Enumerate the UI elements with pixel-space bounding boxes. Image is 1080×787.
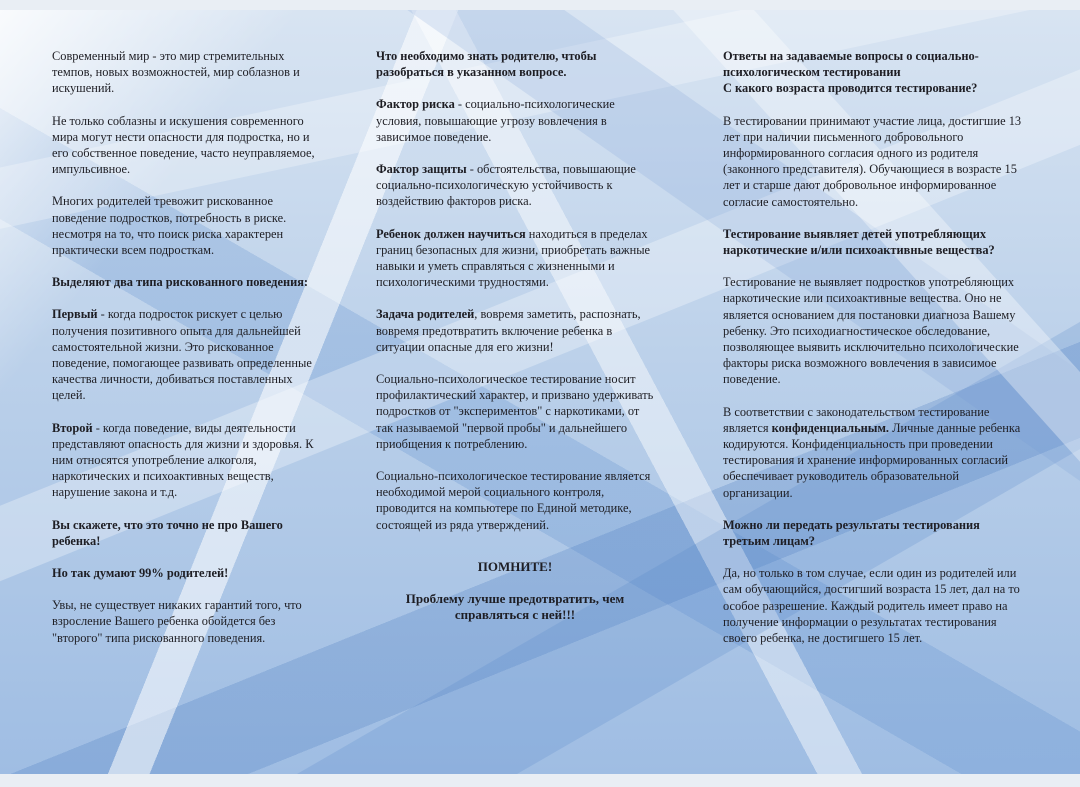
detect-answer: Тестирование не выявляет подростков употребляющих наркотические или психоактивные вещества. Оно не является основанием для постановки диагноза Вашему ребенку. Это психодиагностическое обследование, позволяющее выявить исключительно психологические факторы риска возможного вовлечения в зависимое поведение. (723, 275, 1019, 387)
risk-factor-text: - социально-психологические условия, повышающие угрозу вовлечения в зависимое поведение. (376, 97, 615, 144)
child-learn-paragraph (376, 226, 654, 291)
risk-factor-term: Фактор риска (376, 97, 455, 112)
no-guarantee-paragraph: Увы, не существует никаких гарантий того, что взросление Вашего ребенка обойдется без "второго" типа рискованного поведения. (52, 598, 302, 645)
testing-method-paragraph: Социально-психологическое тестирование является необходимой мерой социального контроля, проводится на компьютере по Единой методике, состоящей из ряда утверждений. (376, 469, 651, 532)
say-heading-text: Вы скажете, что это точно не про Вашего ребенка! (52, 517, 283, 548)
risk-paragraph: Многих родителей тревожит рискованное поведение подростков, потребность в риске. несмотря на то, что поиск риска характерен практически всем подросткам. (52, 194, 287, 258)
confidential-post: Личные данные ребенка кодируются. Конфиденциальность при проведении тестирования и хранение информированных согласий обеспечивает руководитель образовательной организации. (723, 420, 1021, 500)
parent-task-text: , вовремя заметить, распознать, вовремя предотвратить включение ребенка в ситуации опасные для его жизни! (376, 307, 641, 354)
age-answer: В тестировании принимают участие лица, достигшие 13 лет при наличии письменного добровольного информированного согласия одного из родителя (законного представителя). Обучающиеся в возрасте 15 лет и старше дают добровольное информированное согласие самостоятельно. (723, 113, 1022, 209)
first-type-paragraph (52, 306, 324, 403)
first-type-text: - когда подросток рискует с целью получения позитивного опыта для дальнейшей самостоятельной жизни. Это рискованное поведение, помогающее развивать определенные качества личности, добиваться поставленных целей. (52, 307, 312, 403)
remember-heading: ПОМНИТЕ! (477, 558, 553, 574)
child-learn-text: находиться в пределах границ безопасных для жизни, приобретать важные навыки и уметь справляться с жизненными и психологическими трудностями. (376, 226, 651, 290)
answers-heading (723, 48, 1023, 97)
types-heading (52, 274, 324, 290)
confidential-term: конфиденциальным. (771, 420, 890, 435)
column-middle (376, 48, 654, 639)
column-left (52, 48, 324, 662)
know-heading (376, 48, 654, 80)
protect-factor-paragraph (376, 161, 654, 210)
age-question: С какого возраста проводится тестирование? (723, 81, 978, 96)
ninety-nine-heading-text: Но так думают 99% родителей! (52, 566, 229, 581)
risk-factor-paragraph (376, 96, 654, 145)
ninety-nine-heading (52, 565, 324, 581)
second-type-paragraph (52, 420, 324, 501)
confidential-pre: В соответствии с законодательством тестирование является (723, 404, 990, 435)
protect-factor-term: Фактор защиты (376, 162, 467, 177)
child-learn-term: Ребенок должен научиться (376, 226, 526, 241)
detect-question (723, 226, 1023, 258)
third-party-answer: Да, но только в том случае, если один из родителей или сам обучающийся, достигший возраста 15 лет, дал на то особое разрешение. Каждый родитель имеет право на получение информации о результатах тестирования своего ребенка, не достигшего 15 лет. (723, 566, 1020, 646)
column-right (723, 48, 1023, 662)
confidential-paragraph (723, 404, 1023, 501)
answers-heading-text: Ответы на задаваемые вопросы о социально-психологическом тестировании (723, 49, 979, 80)
testing-purpose-paragraph: Социально-психологическое тестирование носит профилактический характер, и призвано удерживать подростков от "экспериментов" с наркотиками, от так называемой "первой пробы" и дальнейшего приобщения к потреблению. (376, 372, 654, 451)
detect-question-text: Тестирование выявляет детей употребляющих наркотические и/или психоактивные вещества? (723, 226, 995, 258)
parent-task-paragraph (376, 306, 654, 355)
say-heading (52, 517, 324, 549)
first-type-term: Первый (52, 307, 98, 322)
slogan: Проблему лучше предотвратить, чем справляться с ней!!! (405, 591, 625, 623)
intro-paragraph: Современный мир - это мир стремительных темпов, новых возможностей, мир соблазнов и искушений. (52, 49, 300, 96)
second-type-text: - когда поведение, виды деятельности представляют опасность для жизни и здоровья. К ним относятся употребление алкоголя, наркотических и психоактивных веществ, нарушение закона и т.д. (52, 420, 314, 500)
types-heading-text: Выделяют два типа рискованного поведения: (52, 275, 309, 290)
dangers-paragraph: Не только соблазны и искушения современного мира могут нести опасности для подростка, но и его собственное поведение, часто неуправляемое, импульсивное. (52, 113, 315, 177)
second-type-term: Второй (52, 420, 93, 435)
brochure-sheet (0, 10, 1080, 774)
protect-factor-text: - обстоятельства, повышающие социально-психологическую устойчивость к воздействию факторов риска. (376, 162, 636, 209)
third-party-question-text: Можно ли передать результаты тестирования третьим лицам? (723, 517, 980, 549)
parent-task-term: Задача родителей (376, 307, 475, 322)
know-heading-text: Что необходимо знать родителю, чтобы разобраться в указанном вопросе. (376, 49, 597, 80)
third-party-question (723, 517, 1023, 549)
